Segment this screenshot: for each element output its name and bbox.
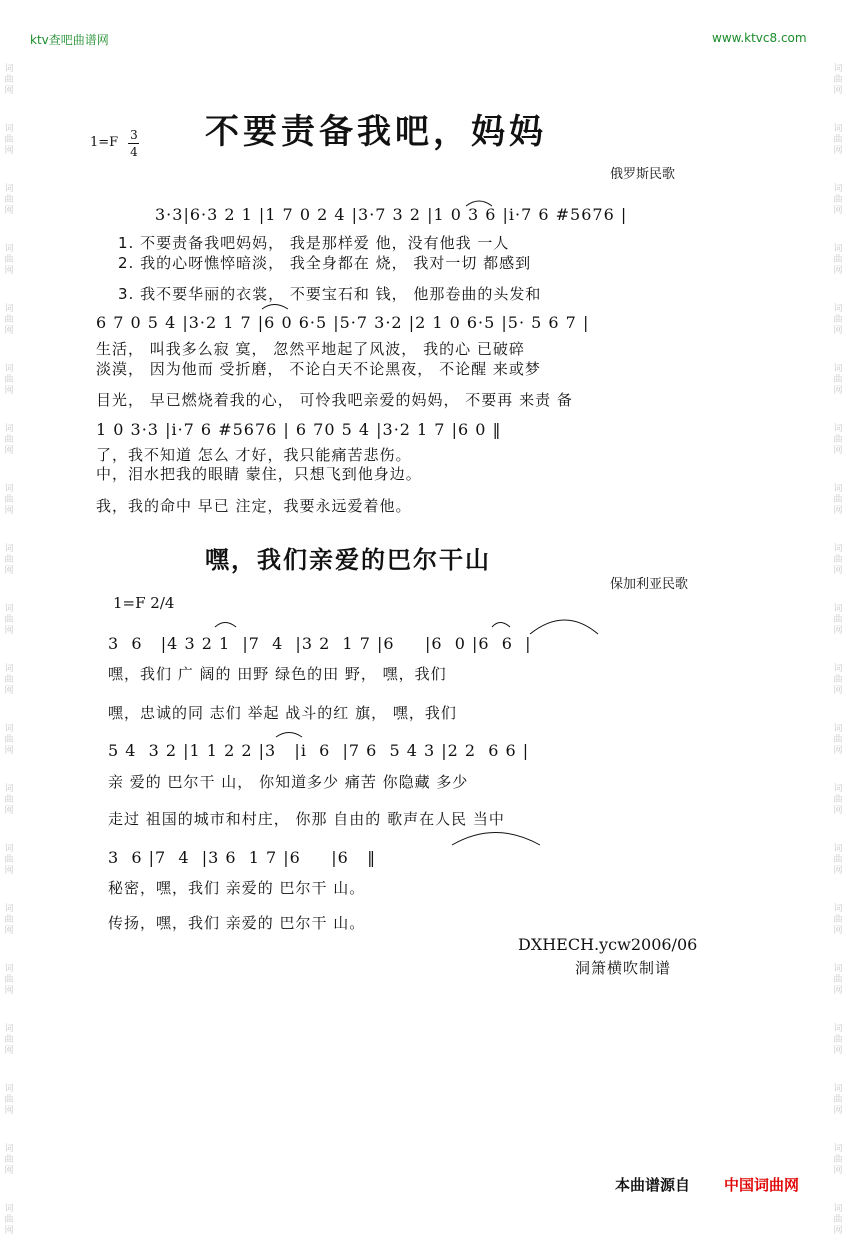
slur-arc [262,305,288,310]
credit-arranger-code: DXHECH.ycw2006/06 [518,935,698,954]
watermark-glyph-group: 词曲网 [833,424,843,456]
watermark-glyph-group: 词曲网 [4,1204,14,1236]
watermark-glyph-group: 词曲网 [4,724,14,756]
song1-notation-line-3: 1 0 3·3 |i·7 6 #5676 | 6 70 5 4 |3·2 1 7 |6 0 ‖ [96,420,502,439]
right-watermark-strip [831,0,845,1236]
watermark-glyph-group: 词曲网 [4,304,14,336]
watermark-glyph-group: 词曲网 [4,1084,14,1116]
song1-lyric-3-1: 了，我不知道 怎么 才好，我只能痛苦悲伤。 [96,446,412,464]
watermark-glyph-group: 词曲网 [4,1144,14,1176]
watermark-glyph-group: 词曲网 [833,184,843,216]
song1-origin: 俄罗斯民歌 [610,167,676,182]
song1-time-line [128,143,139,144]
song2-lyric-2-2: 走过 祖国的城市和村庄， 你那 自由的 歌声在人民 当中 [108,810,505,828]
watermark-glyph-group: 词曲网 [833,844,843,876]
song1-lyric-3-2: 中，泪水把我的眼睛 蒙住，只想飞到他身边。 [96,465,422,483]
song1-lyric-1-3: 3. 我不要华丽的衣裳， 不要宝石和 钱， 他那卷曲的头发和 [118,285,542,303]
song1-lyric-2-2: 淡漠， 因为他而 受折磨， 不论白天不论黑夜， 不论醒 来或梦 [96,360,541,378]
watermark-glyph-group: 词曲网 [4,964,14,996]
watermark-glyph-group: 词曲网 [833,244,843,276]
watermark-glyph-group: 词曲网 [4,184,14,216]
slur-arc [530,620,598,634]
credit-arranger-name: 洞箫横吹制谱 [575,959,672,977]
song1-lyric-3-3: 我，我的命中 早已 注定，我要永远爱着他。 [96,497,412,515]
watermark-glyph-group: 词曲网 [833,664,843,696]
watermark-glyph-group: 词曲网 [833,784,843,816]
watermark-glyph-group: 词曲网 [4,244,14,276]
song1-notation-line-1: 3·3|6·3 2 1 |1 7 0 2 4 |3·7 3 2 |1 0 3 6 |i·7 6 #5676 | [155,205,628,224]
song2-lyric-1-1: 嘿，我们 广 阔的 田野 绿色的田 野， 嘿，我们 [108,665,447,683]
song2-notation-line-2: 5 4 3 2 |1 1 2 2 |3 |i 6 |7 6 5 4 3 |2 2 6 6 | [108,741,530,760]
footer-source-label: 本曲谱源自 [615,1176,691,1194]
slur-arc [492,623,510,628]
watermark-glyph-group: 词曲网 [833,604,843,636]
watermark-glyph-group: 词曲网 [833,64,843,96]
watermark-glyph-group: 词曲网 [833,124,843,156]
song2-title: 嘿，我们亲爱的巴尔干山 [205,546,491,574]
slur-arc [215,623,236,628]
watermark-glyph-group: 词曲网 [4,424,14,456]
slur-arc [276,733,302,738]
song2-origin: 保加利亚民歌 [610,577,689,592]
watermark-glyph-group: 词曲网 [4,544,14,576]
song2-notation-line-1: 3 6 |4 3 2 1 |7 4 |3 2 1 7 |6 |6 0 |6 6 | [108,634,532,653]
song1-lyric-2-1: 生活， 叫我多么寂 寞， 忽然平地起了风波， 我的心 已破碎 [96,340,525,358]
left-watermark-strip [2,0,16,1236]
watermark-glyph-group: 词曲网 [4,64,14,96]
song2-lyric-2-1: 亲 爱的 巴尔干 山， 你知道多少 痛苦 你隐藏 多少 [108,773,469,791]
watermark-glyph-group: 词曲网 [4,904,14,936]
header-right-site[interactable]: www.ktvc8.com [712,31,807,45]
song1-lyric-1-1: 1. 不要责备我吧妈妈， 我是那样爱 他，没有他我 一人 [118,234,510,252]
watermark-glyph-group: 词曲网 [833,364,843,396]
watermark-glyph-group: 词曲网 [4,364,14,396]
song2-lyric-3-1: 秘密，嘿，我们 亲爱的 巴尔干 山。 [108,879,366,897]
watermark-glyph-group: 词曲网 [4,1024,14,1056]
slur-arc [452,833,540,846]
watermark-glyph-group: 词曲网 [4,784,14,816]
watermark-glyph-group: 词曲网 [833,1204,843,1236]
song1-title: 不要责备我吧，妈妈 [205,112,547,152]
watermark-glyph-group: 词曲网 [4,664,14,696]
watermark-glyph-group: 词曲网 [4,844,14,876]
watermark-glyph-group: 词曲网 [833,724,843,756]
song2-notation-line-3: 3 6 |7 4 |3 6 1 7 |6 |6 ‖ [108,848,377,867]
watermark-glyph-group: 词曲网 [833,1144,843,1176]
watermark-glyph-group: 词曲网 [833,1024,843,1056]
watermark-glyph-group: 词曲网 [833,484,843,516]
watermark-glyph-group: 词曲网 [4,124,14,156]
watermark-glyph-group: 词曲网 [833,544,843,576]
song1-lyric-1-2: 2. 我的心呀憔悴暗淡， 我全身都在 烧， 我对一切 都感到 [118,254,532,272]
watermark-glyph-group: 词曲网 [833,304,843,336]
song2-lyric-3-2: 传扬，嘿，我们 亲爱的 巴尔干 山。 [108,914,366,932]
song1-time-top: 3 [130,128,138,142]
watermark-glyph-group: 词曲网 [4,604,14,636]
header-left-site[interactable]: ktv查吧曲谱网 [30,33,109,47]
watermark-glyph-group: 词曲网 [833,964,843,996]
song1-time-bottom: 4 [130,145,138,159]
song1-key: 1=F [90,135,119,150]
watermark-glyph-group: 词曲网 [833,1084,843,1116]
footer-source-site[interactable]: 中国词曲网 [724,1176,800,1194]
song1-lyric-2-3: 目光， 早已燃烧着我的心， 可怜我吧亲爱的妈妈， 不要再 来责 备 [96,391,573,409]
watermark-glyph-group: 词曲网 [4,484,14,516]
song2-lyric-1-2: 嘿，忠诚的同 志们 举起 战斗的红 旗， 嘿，我们 [108,704,457,722]
watermark-glyph-group: 词曲网 [833,904,843,936]
song2-key: 1=F 2/4 [113,594,175,612]
song1-notation-line-2: 6 7 0 5 4 |3·2 1 7 |6 0 6·5 |5·7 3·2 |2 1 0 6·5 |5· 5 6 7 | [96,313,590,332]
